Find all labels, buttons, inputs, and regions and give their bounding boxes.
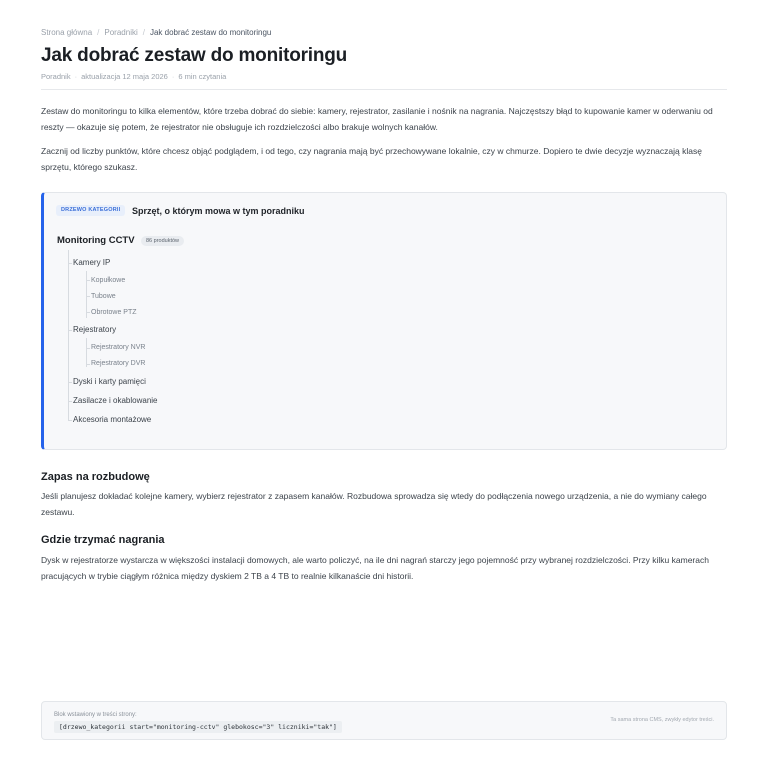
tree-guide-line xyxy=(68,250,69,420)
meta-updated: aktualizacja 12 maja 2026 xyxy=(81,72,168,81)
embed-info-box xyxy=(41,701,727,740)
tree-node-kopulkowe[interactable]: Kopułkowe xyxy=(91,277,126,284)
intro-paragraph: Zacznij od liczby punktów, które chcesz objąć podglądem, i od tego, czy nagrania mają być przechowywane lokalnie, czy w chmurze. Dopiero te dwie decyzje wyznaczają klasę sprzętu, którego szukasz. xyxy=(41,146,702,172)
section-paragraph: Jeśli planujesz dokładać kolejne kamery, wybierz rejestrator z zapasem kanałów. Rozbudowa sprowadza się wtedy do podłączenia nowego urządzenia, a nie do wymiany całego zestawu. xyxy=(41,491,707,517)
tree-connector xyxy=(68,401,72,402)
title-divider xyxy=(41,89,727,90)
product-count-badge: 86 produktów xyxy=(141,236,184,246)
section-heading: Gdzie trzymać nagrania xyxy=(41,534,165,546)
breadcrumb-separator: / xyxy=(97,28,100,37)
tree-node-dyski[interactable]: Dyski i karty pamięci xyxy=(73,377,146,386)
breadcrumb-link-guides[interactable]: Poradniki xyxy=(104,28,138,37)
page-title: Jak dobrać zestaw do monitoringu xyxy=(41,45,348,66)
tree-guide-line xyxy=(86,338,87,367)
embed-note: Ta sama strona CMS, zwykły edytor treści. xyxy=(610,717,714,723)
meta-category[interactable]: Poradnik xyxy=(41,72,71,81)
tree-root-monitoring-cctv[interactable]: Monitoring CCTV xyxy=(57,235,135,246)
breadcrumb-link-home[interactable]: Strona główna xyxy=(41,28,93,37)
tree-connector xyxy=(68,420,72,421)
tree-node-kamery-ip[interactable]: Kamery IP xyxy=(73,258,111,267)
tree-connector xyxy=(86,312,90,313)
tree-connector xyxy=(86,280,90,281)
tree-node-akcesoria[interactable]: Akcesoria montażowe xyxy=(73,415,152,424)
article-meta xyxy=(41,72,226,81)
meta-read-time: 6 min czytania xyxy=(178,72,227,81)
breadcrumb xyxy=(41,28,271,37)
tree-connector xyxy=(68,263,72,264)
breadcrumb-separator: / xyxy=(142,28,145,37)
tree-node-tubowe[interactable]: Tubowe xyxy=(91,293,116,300)
section-heading: Zapas na rozbudowę xyxy=(41,471,150,483)
tree-node-rejestratory-dvr[interactable]: Rejestratory DVR xyxy=(91,360,146,367)
category-tree-heading: Sprzęt, o którym mowa w tym poradniku xyxy=(132,206,305,216)
tree-node-rejestratory[interactable]: Rejestratory xyxy=(73,325,117,334)
embed-label: Blok wstawiony w treści strony: xyxy=(54,712,137,718)
category-tree-badge: DRZEWO KATEGORII xyxy=(56,205,125,216)
tree-connector xyxy=(86,348,90,349)
tree-node-rejestratory-nvr[interactable]: Rejestratory NVR xyxy=(91,344,146,351)
breadcrumb-current: Jak dobrać zestaw do monitoringu xyxy=(149,28,272,37)
tree-node-zasilacze[interactable]: Zasilacze i okablowanie xyxy=(73,396,158,405)
meta-separator: · xyxy=(171,72,175,81)
intro-paragraph: Zestaw do monitoringu to kilka elementów, które trzeba dobrać do siebie: kamery, rejestrator, zasilanie i nośnik na nagrania. Najczęstszy błąd to kupowanie kamer w oderwaniu od reszty — okazuje się potem, że rejestrator nie obsługuje ich rozdzielczości albo brakuje wolnych kanałów. xyxy=(41,106,713,132)
tree-node-obrotowe-ptz[interactable]: Obrotowe PTZ xyxy=(91,309,137,316)
tree-connector xyxy=(68,330,72,331)
tree-connector xyxy=(86,364,90,365)
meta-separator: · xyxy=(74,72,78,81)
section-paragraph: Dysk w rejestratorze wystarcza w większości instalacji domowych, ale warto policzyć, na ile dni nagrań starczy jego pojemność przy wybranej rozdzielczości. Przy kilku kamerach pracujących w trybie ciągłym różnica między dyskiem 2 TB a 4 TB to realnie kilkanaście dni historii. xyxy=(41,555,709,581)
tree-connector xyxy=(86,296,90,297)
category-tree-block xyxy=(41,192,727,450)
shortcode-snippet[interactable]: [drzewo_kategorii start="monitoring-cctv" glebokosc="3" liczniki="tak"] xyxy=(54,721,342,733)
tree-connector xyxy=(68,382,72,383)
tree-guide-line xyxy=(86,271,87,318)
